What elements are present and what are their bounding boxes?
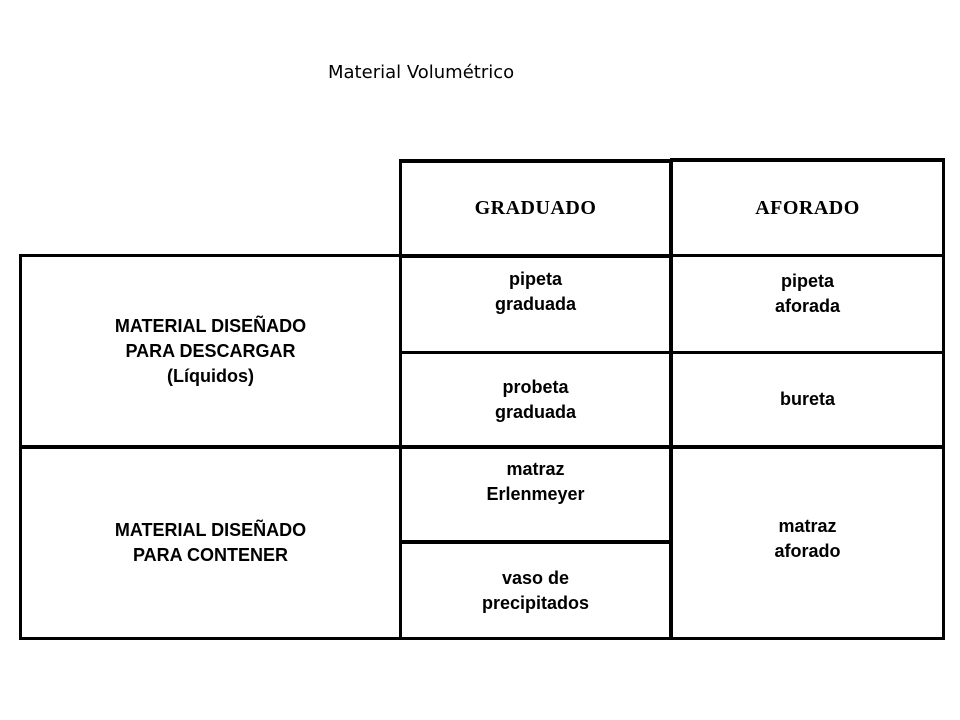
cell-vaso-precipitados-label: vaso de precipitados	[481, 567, 590, 613]
cell-matraz-aforado-label: matraz aforado	[774, 516, 841, 561]
row-header-contener	[19, 446, 402, 640]
cell-probeta-graduada	[399, 351, 672, 448]
page-title: Material Volumétrico	[328, 62, 515, 83]
cell-bureta-label: bureta	[779, 389, 835, 409]
column-header-aforado-label: AFORADO	[755, 196, 860, 219]
cell-matraz-erlenmeyer	[399, 446, 672, 545]
cell-matraz-erlenmeyer-label: matraz Erlenmeyer	[486, 458, 585, 504]
cell-bureta	[670, 351, 945, 448]
row-header-contener-label: MATERIAL DISEÑADO PARA CONTENER	[114, 520, 307, 565]
cell-pipeta-aforada-label: pipeta aforada	[774, 271, 841, 316]
column-header-aforado	[670, 158, 945, 257]
column-header-graduado	[399, 159, 672, 257]
column-header-graduado-label: GRADUADO	[474, 197, 597, 219]
cell-probeta-graduada-label: probeta graduada	[494, 376, 577, 422]
cell-matraz-aforado	[670, 446, 945, 640]
cell-pipeta-aforada	[670, 254, 945, 354]
cell-pipeta-graduada-label: pipeta graduada	[494, 268, 577, 314]
row-header-descargar-label: MATERIAL DISEÑADO PARA DESCARGAR (Líquidos)	[114, 315, 307, 386]
cell-pipeta-graduada	[399, 254, 672, 354]
cell-vaso-precipitados	[399, 541, 672, 640]
row-header-descargar	[19, 254, 402, 448]
